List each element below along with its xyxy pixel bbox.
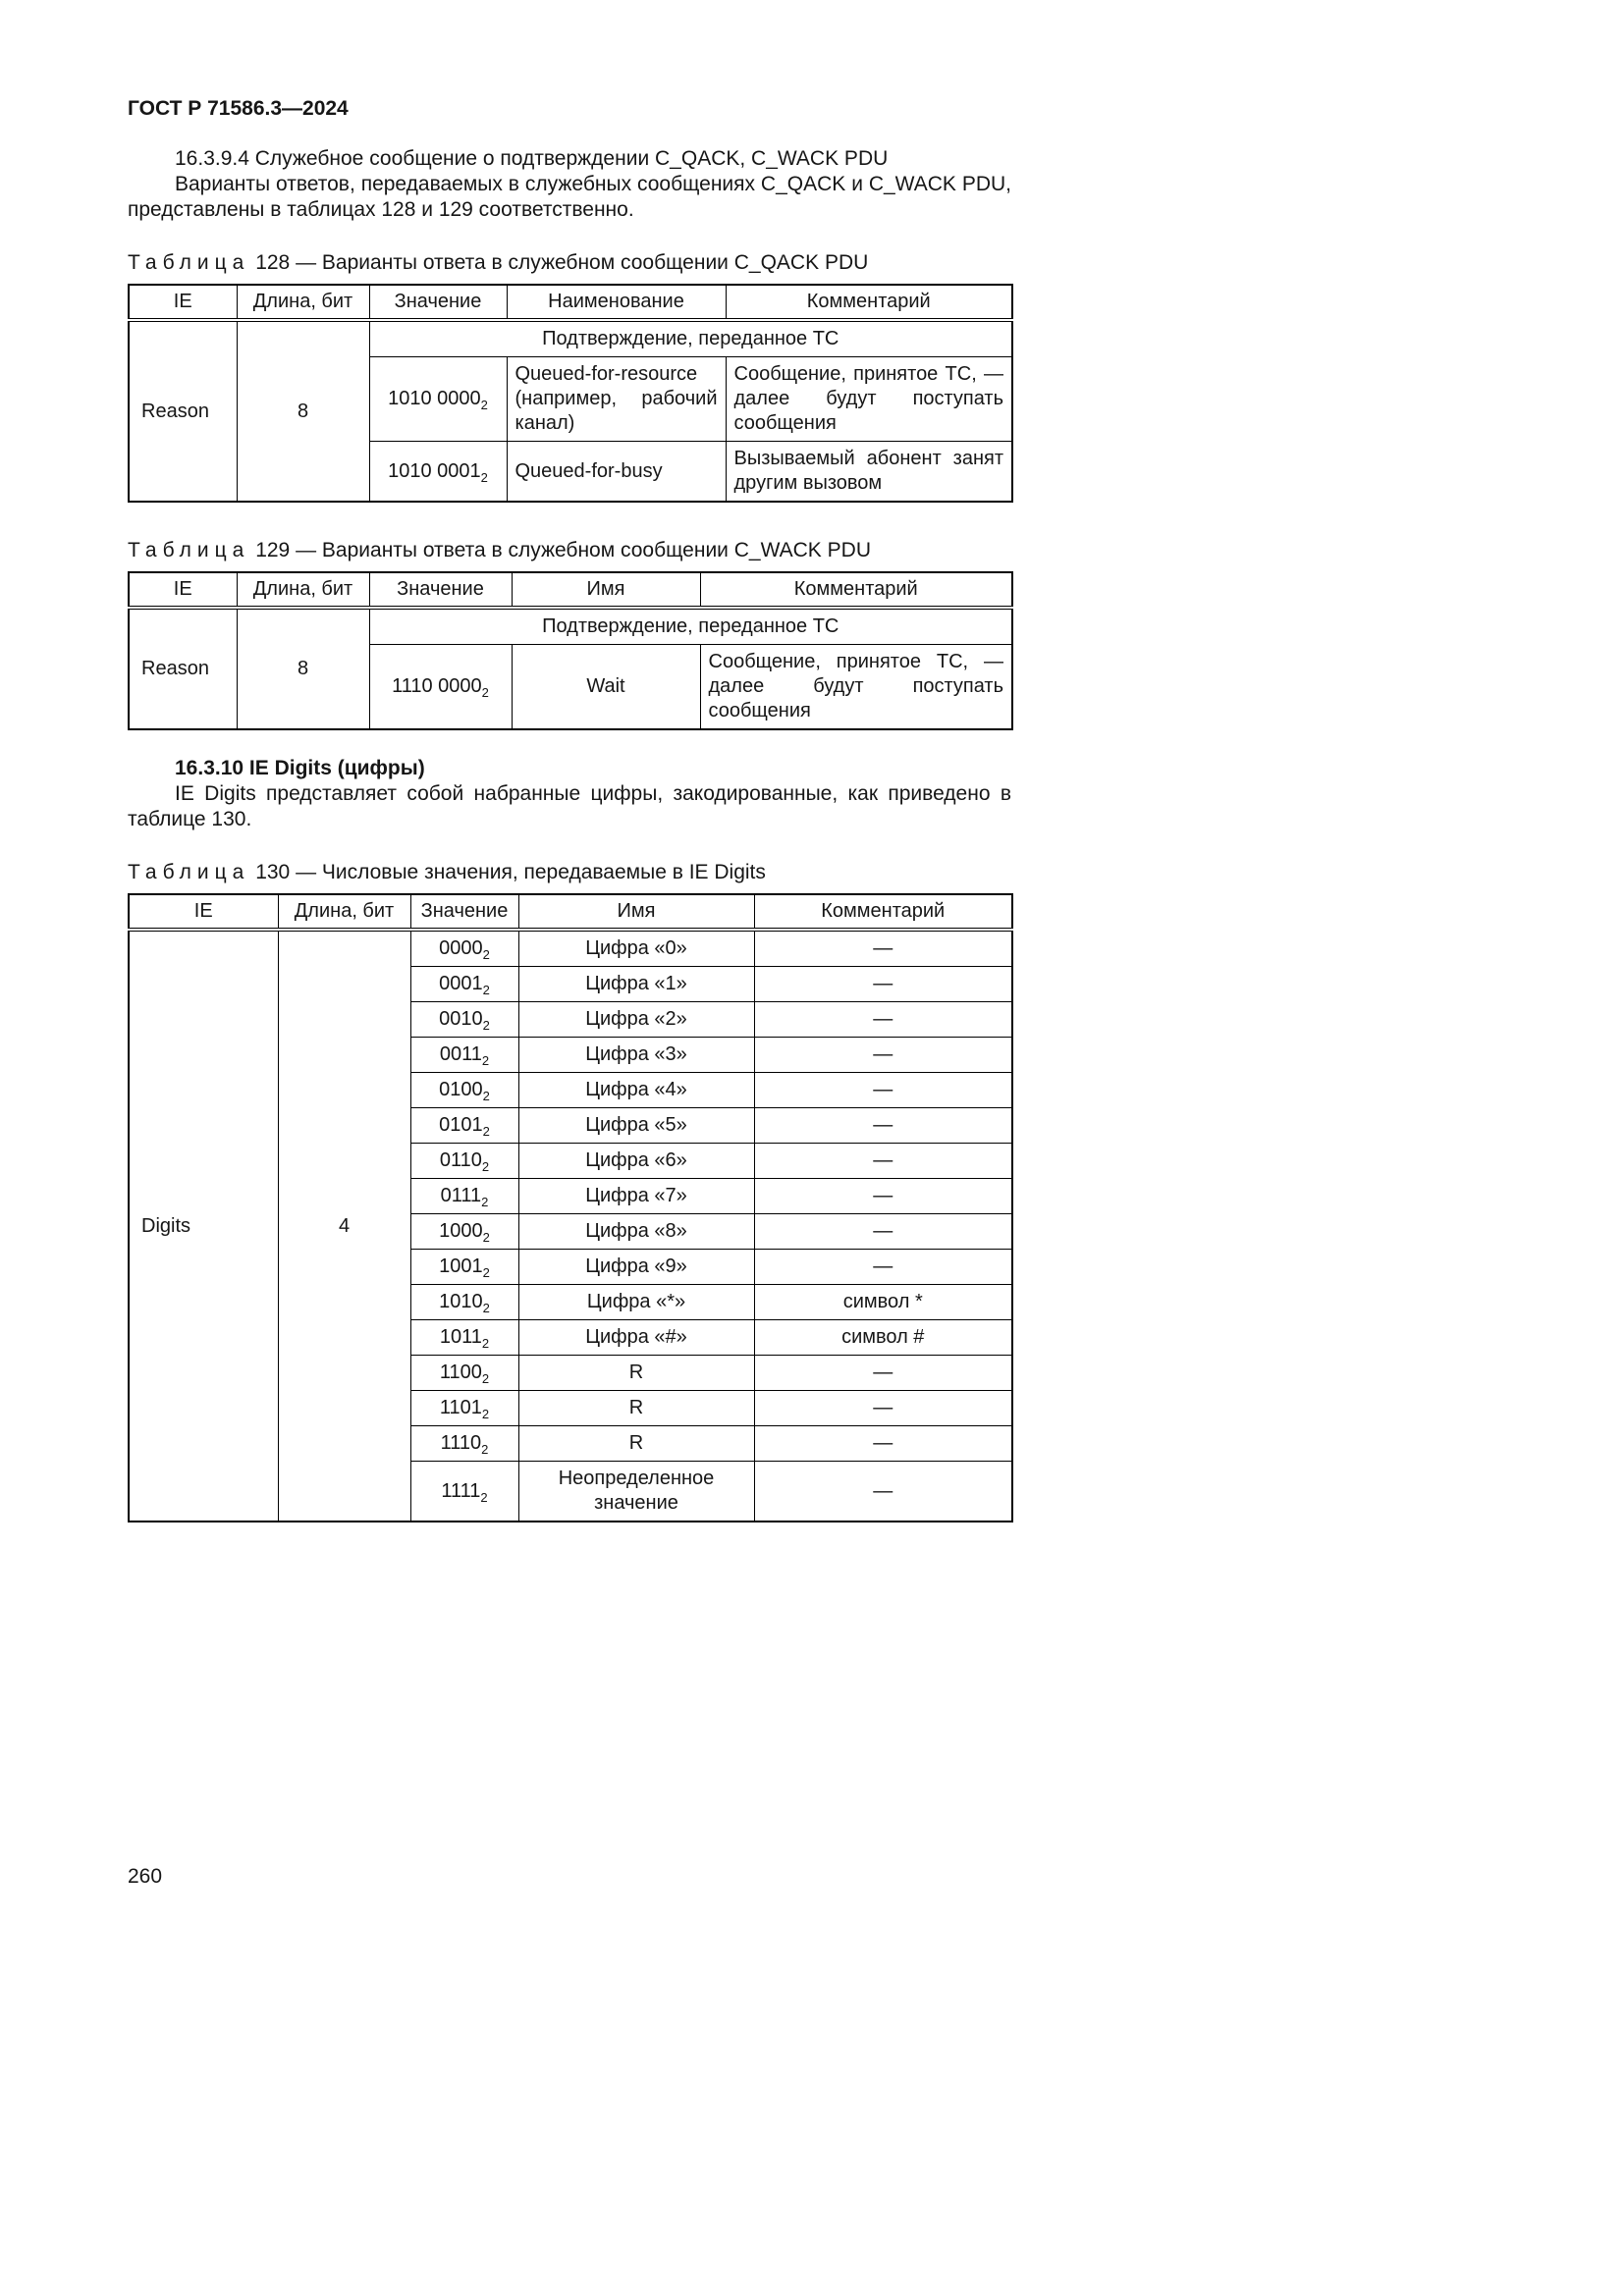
binary-value: 0111	[440, 1185, 482, 1206]
header-cell-ie: IE	[129, 285, 237, 320]
cell-length: 8	[237, 320, 369, 502]
binary-value: 0011	[439, 1043, 482, 1065]
table-header-row	[129, 894, 1012, 930]
subscript: 2	[482, 947, 490, 962]
cell-name: Wait	[512, 645, 700, 730]
cell-name: Цифра «3»	[518, 1038, 754, 1073]
header-cell-ie: IE	[129, 572, 237, 608]
cell-comment: —	[754, 1391, 1012, 1426]
cell-comment: —	[754, 1250, 1012, 1285]
cell-value	[369, 645, 512, 730]
cell-comment: —	[754, 1002, 1012, 1038]
table-129	[128, 571, 1013, 730]
header-cell-name: Имя	[512, 572, 700, 608]
cell-value	[410, 1426, 518, 1462]
cell-comment: —	[754, 930, 1012, 967]
cell-value	[410, 967, 518, 1002]
cell-comment: —	[754, 1038, 1012, 1073]
binary-value: 0100	[439, 1079, 483, 1100]
cell-comment: Сообщение, принятое ТС, — далее будут поступать сообщения	[700, 645, 1012, 730]
caption-number: 130	[255, 861, 291, 883]
cell-comment: —	[754, 1073, 1012, 1108]
table-row	[129, 608, 1012, 645]
cell-comment: —	[754, 1179, 1012, 1214]
cell-ie: Digits	[129, 930, 278, 1522]
subscript: 2	[482, 1265, 490, 1280]
header-cell-length: Длина, бит	[278, 894, 410, 930]
page-number: 260	[128, 1865, 163, 1888]
cell-value	[410, 930, 518, 967]
cell-name: Цифра «#»	[518, 1320, 754, 1356]
binary-value: 0000	[439, 937, 483, 959]
cell-value	[410, 1038, 518, 1073]
cell-value	[410, 1250, 518, 1285]
cell-value	[410, 1214, 518, 1250]
cell-name: Цифра «5»	[518, 1108, 754, 1144]
cell-value	[369, 357, 507, 442]
caption-title: — Варианты ответа в служебном сообщении C_QACK PDU	[296, 251, 869, 274]
binary-value: 0101	[439, 1114, 483, 1136]
header-cell-length: Длина, бит	[237, 572, 369, 608]
cell-name: Цифра «0»	[518, 930, 754, 967]
binary-value: 1010	[439, 1291, 483, 1312]
cell-span-confirmation: Подтверждение, переданное ТС	[369, 608, 1012, 645]
binary-value: 1001	[439, 1255, 483, 1277]
subscript: 2	[481, 685, 489, 700]
cell-comment: —	[754, 1462, 1012, 1522]
cell-ie: Reason	[129, 608, 237, 729]
section-paragraph-1: Варианты ответов, передаваемых в служебных сообщениях C_QACK и C_WACK PDU, представлены в таблицах 128 и 129 соответственно.	[128, 173, 1011, 221]
caption-number: 129	[255, 539, 291, 561]
header-cell-value: Значение	[369, 572, 512, 608]
cell-comment: —	[754, 1426, 1012, 1462]
section-heading-16-3-10: 16.3.10 IE Digits (цифры)	[175, 757, 425, 779]
table-128-caption	[128, 250, 1011, 275]
cell-length: 8	[237, 608, 369, 729]
binary-value: 1011	[439, 1326, 482, 1348]
cell-name: Цифра «7»	[518, 1179, 754, 1214]
subscript: 2	[481, 1195, 489, 1209]
caption-word: Таблица	[128, 539, 250, 561]
cell-value	[410, 1320, 518, 1356]
cell-value	[410, 1462, 518, 1522]
table-130	[128, 893, 1013, 1522]
table-row	[129, 320, 1012, 357]
subscript: 2	[481, 1159, 490, 1174]
binary-value: 1010 0001	[388, 459, 481, 482]
binary-value: 1000	[439, 1220, 483, 1242]
cell-value	[410, 1285, 518, 1320]
header-cell-value: Значение	[410, 894, 518, 930]
subscript: 2	[482, 983, 490, 997]
cell-name: Цифра «4»	[518, 1073, 754, 1108]
subscript: 2	[480, 398, 488, 412]
binary-value: 1111	[441, 1479, 481, 1502]
cell-length: 4	[278, 930, 410, 1522]
page-header: ГОСТ Р 71586.3—2024	[128, 97, 349, 120]
binary-value: 1110	[440, 1432, 482, 1454]
header-cell-value: Значение	[369, 285, 507, 320]
caption-title: — Числовые значения, передаваемые в IE Digits	[296, 861, 766, 883]
subscript: 2	[482, 1124, 490, 1139]
header-cell-comment: Комментарий	[726, 285, 1012, 320]
cell-value	[410, 1073, 518, 1108]
binary-value: 1101	[439, 1397, 482, 1418]
table-row	[129, 930, 1012, 967]
section-paragraph-2: IE Digits представляет собой набранные цифры, закодированные, как приведено в таблице 130.	[128, 782, 1011, 830]
caption-title: — Варианты ответа в служебном сообщении C_WACK PDU	[296, 539, 871, 561]
header-cell-name: Наименование	[507, 285, 726, 320]
page-content	[128, 0, 1011, 1522]
table-130-caption	[128, 860, 1011, 884]
cell-value	[410, 1002, 518, 1038]
cell-name: Цифра «6»	[518, 1144, 754, 1179]
cell-value	[410, 1356, 518, 1391]
cell-name: Queued-for-busy	[507, 442, 726, 503]
header-cell-length: Длина, бит	[237, 285, 369, 320]
header-cell-comment: Комментарий	[754, 894, 1012, 930]
subscript: 2	[482, 1018, 490, 1033]
binary-value: 1010 0000	[388, 388, 481, 409]
table-129-caption	[128, 538, 1011, 562]
cell-comment: —	[754, 967, 1012, 1002]
cell-span-confirmation: Подтверждение, переданное ТС	[369, 320, 1012, 357]
cell-value	[410, 1108, 518, 1144]
table-128	[128, 284, 1013, 503]
cell-ie: Reason	[129, 320, 237, 502]
cell-comment: символ #	[754, 1320, 1012, 1356]
cell-name: Неопределенное значение	[518, 1462, 754, 1522]
subscript: 2	[482, 1301, 490, 1315]
cell-comment: символ *	[754, 1285, 1012, 1320]
section-heading-16-3-9-4: 16.3.9.4 Служебное сообщение о подтверждении C_QACK, C_WACK PDU	[175, 147, 889, 170]
subscript: 2	[480, 1489, 488, 1505]
cell-comment: —	[754, 1144, 1012, 1179]
binary-value: 0010	[439, 1008, 483, 1030]
cell-name: R	[518, 1391, 754, 1426]
header-cell-name: Имя	[518, 894, 754, 930]
caption-word: Таблица	[128, 251, 250, 274]
cell-comment: —	[754, 1108, 1012, 1144]
cell-comment: Сообщение, принятое ТС, — далее будут поступать сообщения	[726, 357, 1012, 442]
header-cell-comment: Комментарий	[700, 572, 1012, 608]
cell-name: Цифра «*»	[518, 1285, 754, 1320]
cell-comment: Вызываемый абонент занят другим вызовом	[726, 442, 1012, 503]
subscript: 2	[481, 1407, 490, 1421]
cell-value	[410, 1391, 518, 1426]
binary-value: 0001	[439, 973, 483, 994]
cell-comment: —	[754, 1356, 1012, 1391]
subscript: 2	[481, 1371, 490, 1386]
subscript: 2	[481, 1442, 489, 1457]
binary-value: 1110 0000	[392, 675, 482, 697]
table-header-row	[129, 572, 1012, 608]
cell-name: Цифра «9»	[518, 1250, 754, 1285]
subscript: 2	[482, 1230, 490, 1245]
cell-name: Цифра «1»	[518, 967, 754, 1002]
subscript: 2	[480, 469, 488, 485]
cell-name: Цифра «8»	[518, 1214, 754, 1250]
table-header-row	[129, 285, 1012, 320]
cell-value	[410, 1179, 518, 1214]
cell-name: R	[518, 1356, 754, 1391]
cell-value	[410, 1144, 518, 1179]
cell-name: R	[518, 1426, 754, 1462]
subscript: 2	[481, 1053, 490, 1068]
cell-comment: —	[754, 1214, 1012, 1250]
binary-value: 1100	[439, 1362, 482, 1383]
caption-number: 128	[255, 251, 291, 274]
subscript: 2	[481, 1336, 490, 1351]
subscript: 2	[482, 1089, 490, 1103]
cell-name: Цифра «2»	[518, 1002, 754, 1038]
cell-value	[369, 442, 507, 503]
binary-value: 0110	[439, 1149, 482, 1171]
header-cell-ie: IE	[129, 894, 278, 930]
cell-name: Queued-for-resource (например, рабочий канал)	[507, 357, 726, 442]
caption-word: Таблица	[128, 861, 250, 883]
